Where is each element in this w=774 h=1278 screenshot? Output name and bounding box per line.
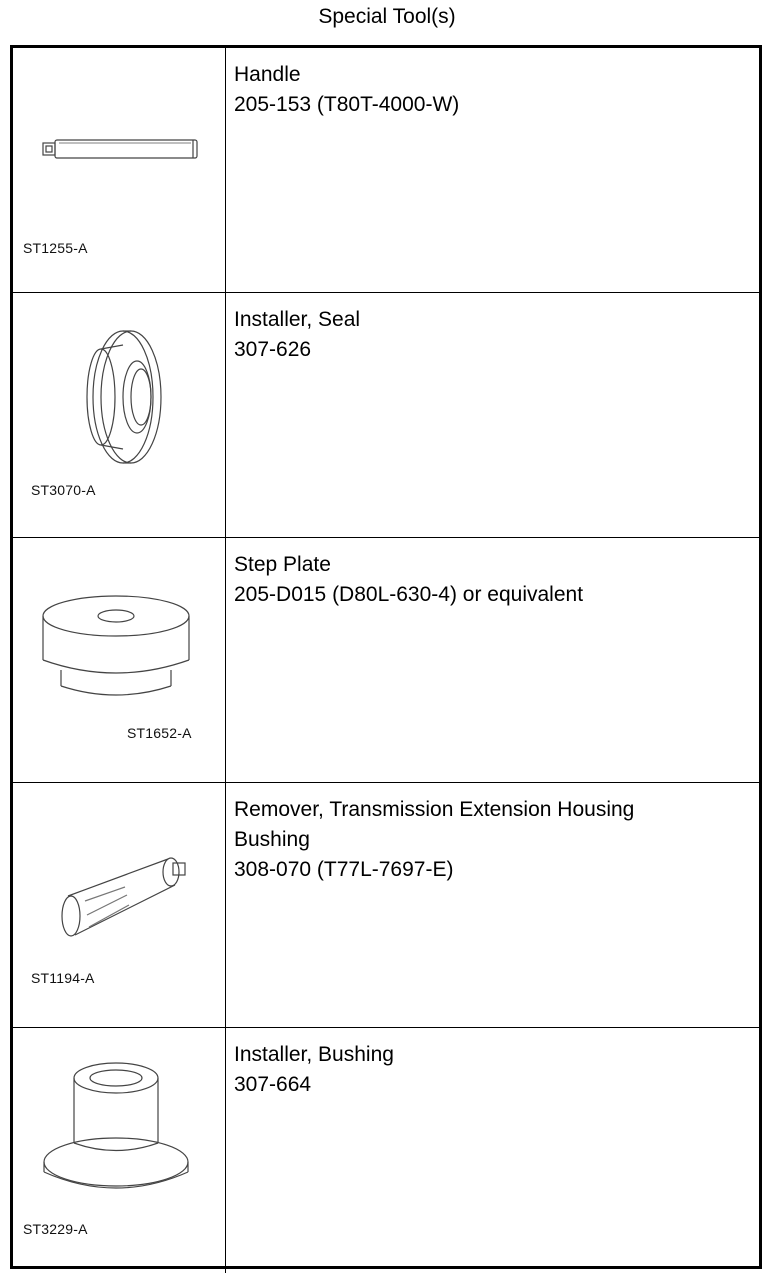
tool-illustration-cell [13, 48, 226, 292]
illustration-number: ST1255-A [23, 240, 88, 256]
bushing-remover-icon [13, 783, 225, 1027]
tool-illustration-cell [13, 293, 226, 537]
tool-description [234, 550, 744, 610]
special-tools-table [10, 45, 762, 1269]
tool-name-continued: Bushing [234, 828, 310, 851]
tool-name: Installer, Bushing [234, 1043, 394, 1066]
tool-name: Handle [234, 63, 301, 86]
page-title: Special Tool(s) [318, 5, 456, 28]
tool-row-handle [13, 48, 759, 293]
seal-installer-icon [13, 293, 225, 537]
tool-description [234, 1040, 744, 1100]
tool-illustration-cell [13, 783, 226, 1027]
tool-name: Installer, Seal [234, 308, 361, 331]
tool-row-seal-installer [13, 293, 759, 538]
illustration-number: ST3070-A [31, 482, 96, 498]
tool-number: 307-626 [234, 338, 312, 361]
step-plate-icon [13, 538, 225, 782]
tool-name: Remover, Transmission Extension Housing [234, 798, 635, 821]
tool-number: 205-D015 (D80L-630-4) or equivalent [234, 583, 584, 606]
illustration-number: ST1194-A [31, 970, 95, 986]
tool-number: 308-070 (T77L-7697-E) [234, 858, 454, 881]
tool-number: 205-153 (T80T-4000-W) [234, 93, 460, 116]
tool-description [234, 305, 744, 365]
tool-description [234, 60, 744, 120]
tool-illustration-cell [13, 538, 226, 782]
tool-illustration-cell [13, 1028, 226, 1273]
illustration-number: ST1652-A [127, 725, 192, 741]
tool-row-step-plate [13, 538, 759, 783]
tool-row-bushing-remover [13, 783, 759, 1028]
tool-number: 307-664 [234, 1073, 312, 1096]
illustration-number: ST3229-A [23, 1221, 88, 1237]
tool-name: Step Plate [234, 553, 331, 576]
tool-row-bushing-installer [13, 1028, 759, 1273]
tool-description [234, 795, 744, 885]
